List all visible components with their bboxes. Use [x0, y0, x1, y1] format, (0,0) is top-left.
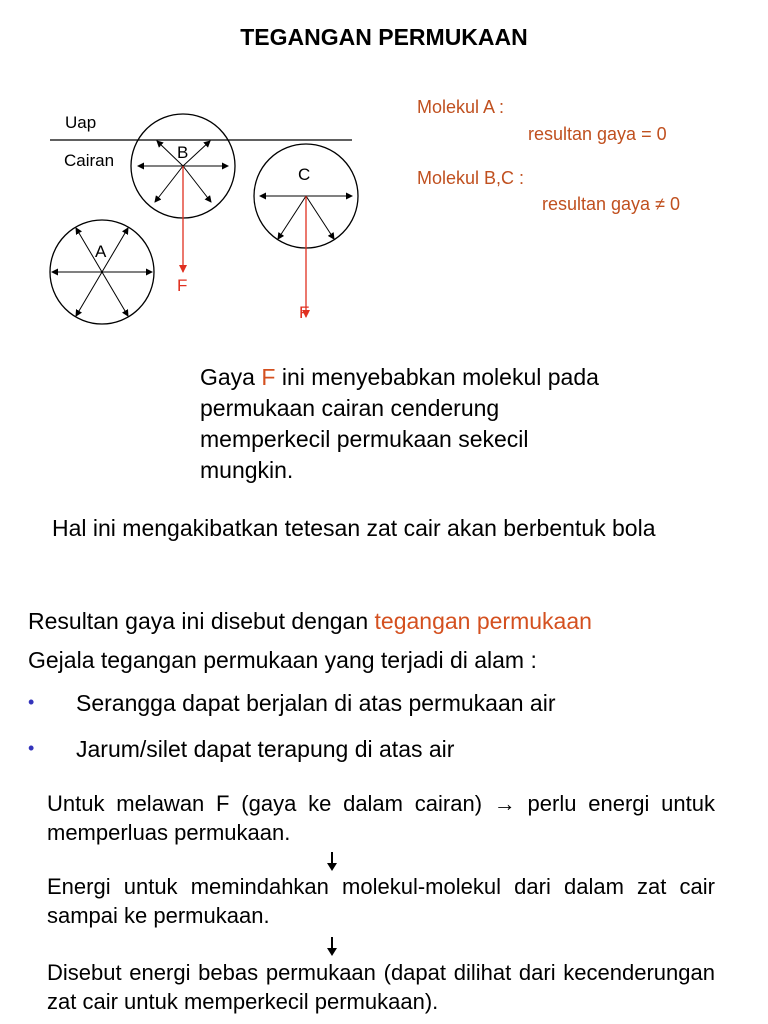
note-molecule-a-value: resultan gaya = 0 — [528, 124, 667, 144]
bullet-text: Jarum/silet dapat terapung di atas air — [76, 736, 455, 762]
force-symbol: F — [261, 364, 276, 390]
bullet-text: Serangga dapat berjalan di atas permukaan air — [76, 690, 556, 716]
resultan-sentence — [28, 608, 592, 635]
label-molecule-b: B — [177, 143, 189, 162]
label-force-b: F — [177, 276, 188, 295]
bullet-icon: • — [28, 738, 35, 758]
page-title: TEGANGAN PERMUKAAN — [240, 24, 528, 50]
resultan-prefix: Resultan gaya ini disebut dengan — [28, 608, 375, 634]
energy-step-2: Energi untuk memindahkan molekul-molekul dari dalam zat cair sampai ke permukaan. — [47, 874, 715, 928]
molecule-a — [50, 220, 154, 324]
bullet-item — [28, 736, 454, 763]
force-explanation-prefix: Gaya — [200, 364, 262, 390]
label-cairan: Cairan — [64, 151, 115, 170]
arrow-down-icon — [326, 937, 338, 957]
surface-tension-term: tegangan permukaan — [374, 608, 592, 634]
note-molecule-a-head: Molekul A : — [417, 97, 505, 117]
surface-tension-diagram — [40, 100, 370, 340]
note-molecule-bc-value: resultan gaya ≠ 0 — [542, 194, 680, 214]
arrow-down-icon — [326, 852, 338, 872]
molecule-b — [131, 114, 235, 295]
note-molecule-bc-head: Molekul B,C : — [417, 168, 525, 188]
droplet-statement: Hal ini mengakibatkan tetesan zat cair akan berbentuk bola — [52, 515, 656, 541]
label-molecule-c: C — [298, 165, 311, 184]
gejala-heading: Gejala tegangan permukaan yang terjadi di alam : — [28, 647, 537, 673]
label-molecule-a: A — [95, 242, 107, 261]
energy-step-3: Disebut energi bebas permukaan (dapat dilihat dari kecenderungan zat cair untuk memperkecil permukaan). — [47, 960, 715, 1014]
energy-step-1: Untuk melawan F (gaya ke dalam cairan) → perlu energi untuk memperluas permukaan. — [47, 791, 715, 845]
molecule-c — [254, 144, 358, 322]
force-explanation — [200, 362, 620, 486]
bullet-icon: • — [28, 692, 35, 712]
label-uap: Uap — [65, 113, 97, 132]
label-force-c: F — [299, 303, 310, 322]
force-explanation-suffix: ini menyebabkan molekul pada permukaan cairan cenderung memperkecil permukaan sekecil mungkin. — [200, 364, 599, 483]
bullet-item — [28, 690, 556, 717]
